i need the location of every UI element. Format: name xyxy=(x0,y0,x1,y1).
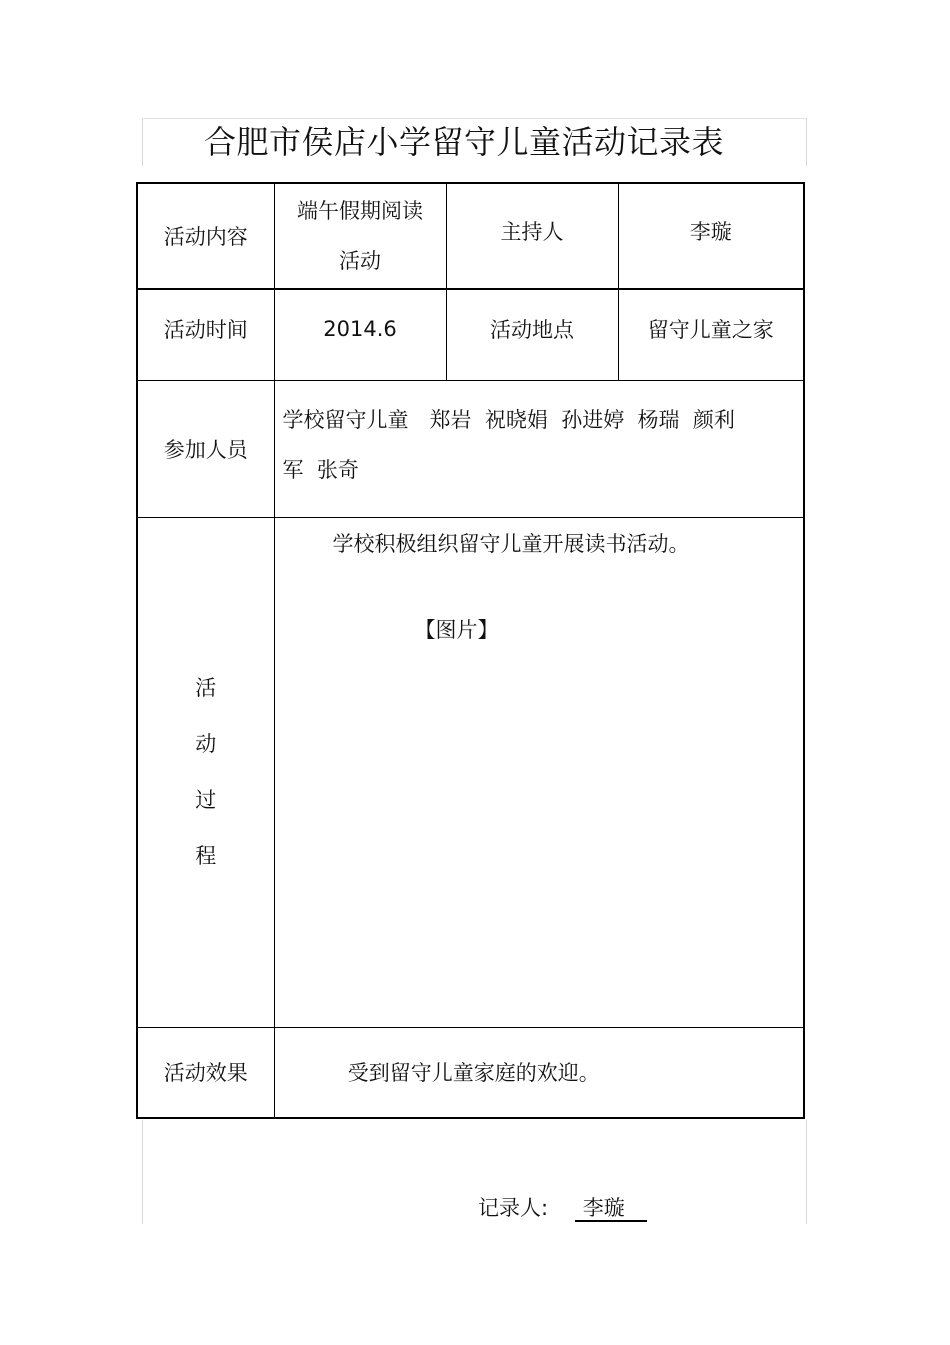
row-content xyxy=(137,183,804,289)
frame-left-bottom xyxy=(142,1120,143,1224)
participants-value xyxy=(274,380,804,517)
participants-label: 参加人员 xyxy=(137,380,274,517)
content-value-line2: 活动 xyxy=(339,249,381,273)
process-label-char-1: 活 xyxy=(195,676,217,700)
row-participants xyxy=(137,380,804,517)
recorder-line xyxy=(478,1192,647,1222)
content-label: 活动内容 xyxy=(137,183,274,289)
time-label: 活动时间 xyxy=(137,289,274,380)
participants-line2: 军 张奇 xyxy=(282,457,359,482)
place-value: 留守儿童之家 xyxy=(618,289,804,380)
recorder-label: 记录人: xyxy=(478,1196,549,1220)
place-label: 活动地点 xyxy=(446,289,618,380)
frame-right-bottom xyxy=(806,1120,807,1224)
frame-right-top xyxy=(806,118,807,166)
image-placeholder: 【图片】 xyxy=(414,617,499,642)
row-effect xyxy=(137,1027,804,1118)
time-value: 2014.6 xyxy=(274,289,446,380)
process-label-char-3: 过 xyxy=(195,788,217,812)
participants-line1: 学校留守儿童 郑岩 祝晓娟 孙进婷 杨瑞 颜利 xyxy=(282,407,735,432)
content-value-line1: 端午假期阅读 xyxy=(297,199,423,223)
process-label xyxy=(137,517,274,1027)
row-time xyxy=(137,289,804,380)
process-label-char-4: 程 xyxy=(195,844,217,868)
process-text: 学校积极组织留守儿童开展读书活动。 xyxy=(332,531,690,556)
host-label: 主持人 xyxy=(446,183,618,289)
process-value xyxy=(274,517,804,1027)
page-title: 合肥市侯店小学留守儿童活动记录表 xyxy=(203,123,724,161)
effect-value: 受到留守儿童家庭的欢迎。 xyxy=(274,1027,804,1118)
recorder-name: 李璇 xyxy=(569,1196,647,1222)
activity-record-table xyxy=(136,182,805,1119)
content-value xyxy=(274,183,446,289)
effect-label: 活动效果 xyxy=(137,1027,274,1118)
row-process xyxy=(137,517,804,1027)
process-label-char-2: 动 xyxy=(195,732,217,756)
host-value: 李璇 xyxy=(618,183,804,289)
